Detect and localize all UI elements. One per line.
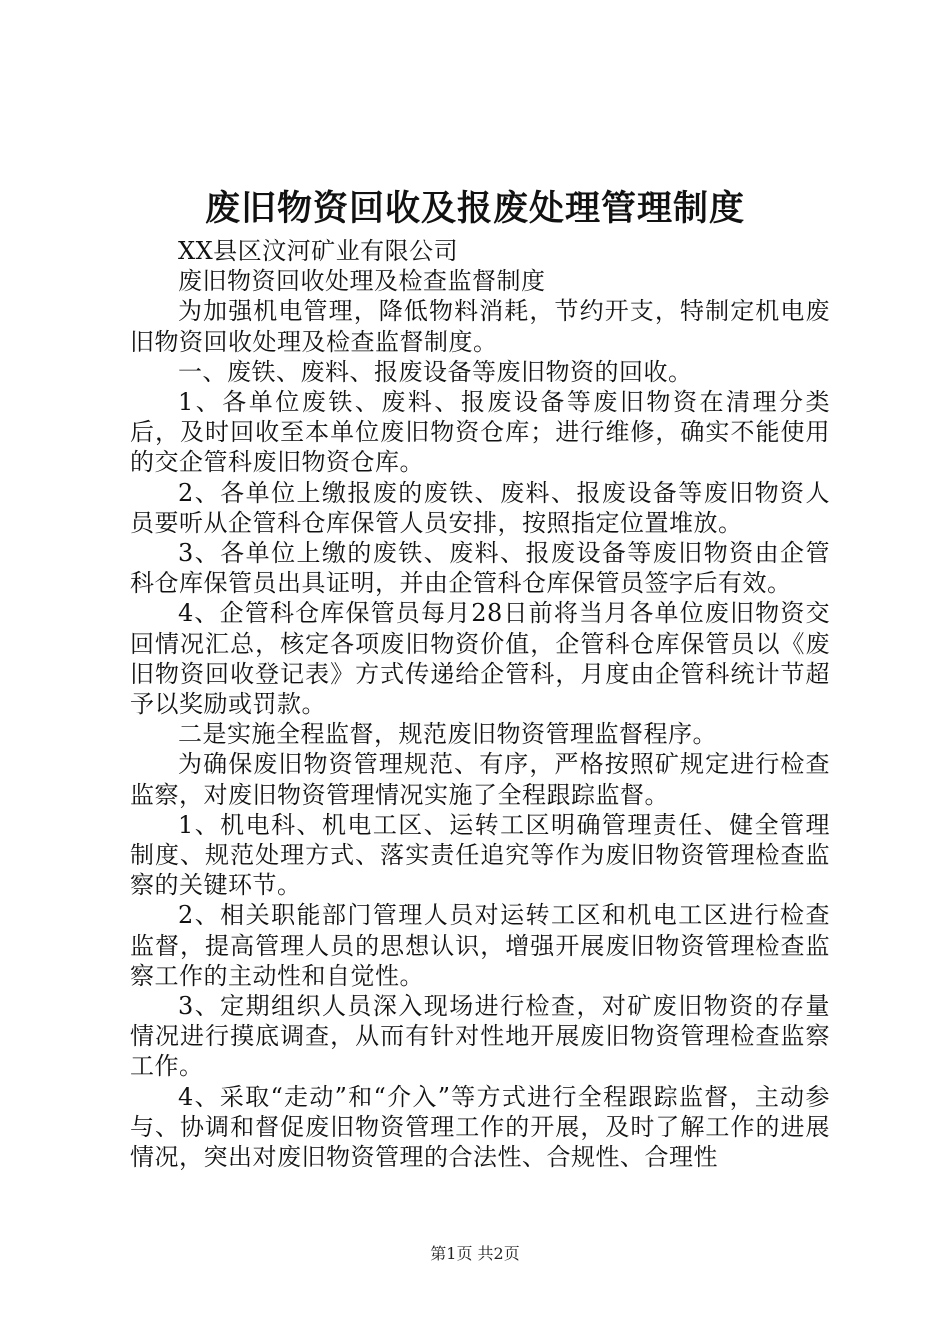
section-heading-2: 二是实施全程监督，规范废旧物资管理监督程序。 [178,720,717,749]
document-body [130,236,830,1172]
document-subtitle: 废旧物资回收处理及检查监督制度 [178,267,546,296]
paragraph-item: 2、相关职能部门管理人员对运转工区和机电工区进行检查监督，提高管理人员的思想认识，增强开展废旧物资管理检查监察工作的主动性和自觉性。 [130,901,830,990]
document-title: 废旧物资回收及报废处理管理制度 [204,188,745,229]
paragraph-item: 为确保废旧物资管理规范、有序，严格按照矿规定进行检查监察，对废旧物资管理情况实施了全程跟踪监督。 [130,750,830,809]
paragraph-item: 1、各单位废铁、废料、报废设备等废旧物资在清理分类后，及时回收至本单位废旧物资仓库；进行维修，确实不能使用的交企管科废旧物资仓库。 [130,388,830,477]
section-heading-1: 一、废铁、废料、报废设备等废旧物资的回收。 [178,357,693,386]
paragraph-item: 3、定期组织人员深入现场进行检查，对矿废旧物资的存量情况进行摸底调查，从而有针对性地开展废旧物资管理检查监察工作。 [130,992,830,1081]
paragraph-intro: 为加强机电管理，降低物料消耗，节约开支，特制定机电废旧物资回收处理及检查监督制度。 [130,297,830,356]
paragraph-item: 3、各单位上缴的废铁、废料、报废设备等废旧物资由企管科仓库保管员出具证明，并由企管科仓库保管员签字后有效。 [130,539,830,598]
paragraph-item: 2、各单位上缴报废的废铁、废料、报废设备等废旧物资人员要听从企管科仓库保管人员安排，按照指定位置堆放。 [130,478,830,537]
company-name: XX县区汶河矿业有限公司 [178,237,459,265]
paragraph-item: 1、机电科、机电工区、运转工区明确管理责任、健全管理制度、规范处理方式、落实责任追究等作为废旧物资管理检查监察的关键环节。 [130,810,830,900]
page-footer: 第1页 共2页 [430,1244,520,1263]
paragraph-item: 4、企管科仓库保管员每月28日前将当月各单位废旧物资交回情况汇总，核定各项废旧物资价值，企管科仓库保管员以《废旧物资回收登记表》方式传递给企管科，月度由企管科统计节超予以奖励或罚款。 [130,599,830,719]
paragraph-item: 4、采取“走动”和“介入”等方式进行全程跟踪监督，主动参与、协调和督促废旧物资管理工作的开展，及时了解工作的进展情况，突出对废旧物资管理的合法性、合规性、合理性 [130,1082,830,1172]
